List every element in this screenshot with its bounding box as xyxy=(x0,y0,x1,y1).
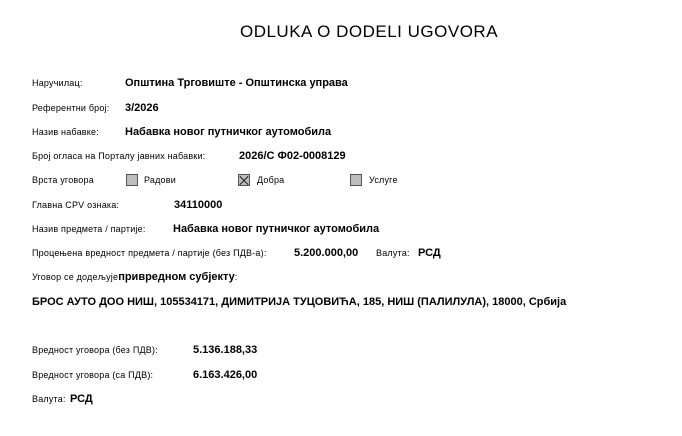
naziv-predmeta-label: Назив предмета / партије: xyxy=(32,224,146,234)
checkbox-dobra[interactable] xyxy=(238,174,250,186)
naziv-nabavke-value: Набавка новог путничког аутомобила xyxy=(125,126,332,138)
document-title: ODLUKA O DODELI UGOVORA xyxy=(239,22,499,41)
naziv-nabavke-label: Назив набавке: xyxy=(32,127,99,137)
cpv-value: 34110000 xyxy=(174,199,223,211)
vrednost-sa-value: 6.163.426,00 xyxy=(193,369,258,381)
row-valuta xyxy=(32,391,674,407)
ugovor-value: привредном субјекту xyxy=(118,271,235,283)
row-cpv xyxy=(32,197,674,213)
option-dobra-label: Добра xyxy=(257,175,285,185)
valuta-label: Валута: xyxy=(376,248,410,258)
procenjena-value: 5.200.000,00 xyxy=(294,247,359,259)
row-subjekat xyxy=(32,294,674,310)
subjekat-value: БРОС АУТО ДОО НИШ, 105534171, ДИМИТРИЈА ТУЦОВИЋА, 185, НИШ (ПАЛИЛУЛА), 18000, Србија xyxy=(32,296,567,308)
reference-label: Референтни број: xyxy=(32,103,110,113)
row-naziv-predmeta xyxy=(32,221,674,237)
naruchilac-label: Наручилац: xyxy=(32,78,83,88)
row-reference xyxy=(32,100,674,116)
row-vrsta-ugovora xyxy=(32,172,674,188)
row-naziv-nabavke xyxy=(32,124,674,140)
row-ugovor-dodeljuje xyxy=(32,269,674,285)
naziv-predmeta-value: Набавка новог путничког аутомобила xyxy=(173,223,380,235)
broj-oglasa-value: 2026/С Ф02-0008129 xyxy=(239,150,346,162)
naruchilac-value: Општина Трговиште - Општинска управа xyxy=(125,77,348,89)
row-broj-oglasa xyxy=(32,148,674,164)
vrednost-bez-value: 5.136.188,33 xyxy=(193,344,258,356)
reference-value: 3/2026 xyxy=(125,102,159,114)
cpv-label: Главна CPV ознака: xyxy=(32,200,120,210)
option-usluge-label: Услуге xyxy=(369,175,398,185)
broj-oglasa-label: Број огласа на Порталу јавних набавки: xyxy=(32,151,206,161)
row-vrednost-bez-pdv xyxy=(32,342,674,358)
ugovor-suffix: : xyxy=(234,272,238,282)
checkbox-radovi[interactable] xyxy=(126,174,138,186)
procenjena-label: Процењена вредност предмета / партије (без ПДВ-а): xyxy=(32,248,267,258)
option-radovi-label: Радови xyxy=(144,175,176,185)
row-naruchilac xyxy=(32,75,674,91)
checkbox-usluge[interactable] xyxy=(350,174,362,186)
valuta2-label: Валута: xyxy=(32,394,66,404)
row-vrednost-sa-pdv xyxy=(32,367,674,383)
vrsta-label: Врста уговора xyxy=(32,175,94,185)
ugovor-label: Уговор се додељује xyxy=(32,272,119,282)
valuta2-value: РСД xyxy=(70,393,93,405)
vrednost-bez-label: Вредност уговора (без ПДВ): xyxy=(32,345,158,355)
valuta-value: РСД xyxy=(418,247,441,259)
row-procenjena-vrednost xyxy=(32,245,674,261)
vrednost-sa-label: Вредност уговора (са ПДВ): xyxy=(32,370,154,380)
